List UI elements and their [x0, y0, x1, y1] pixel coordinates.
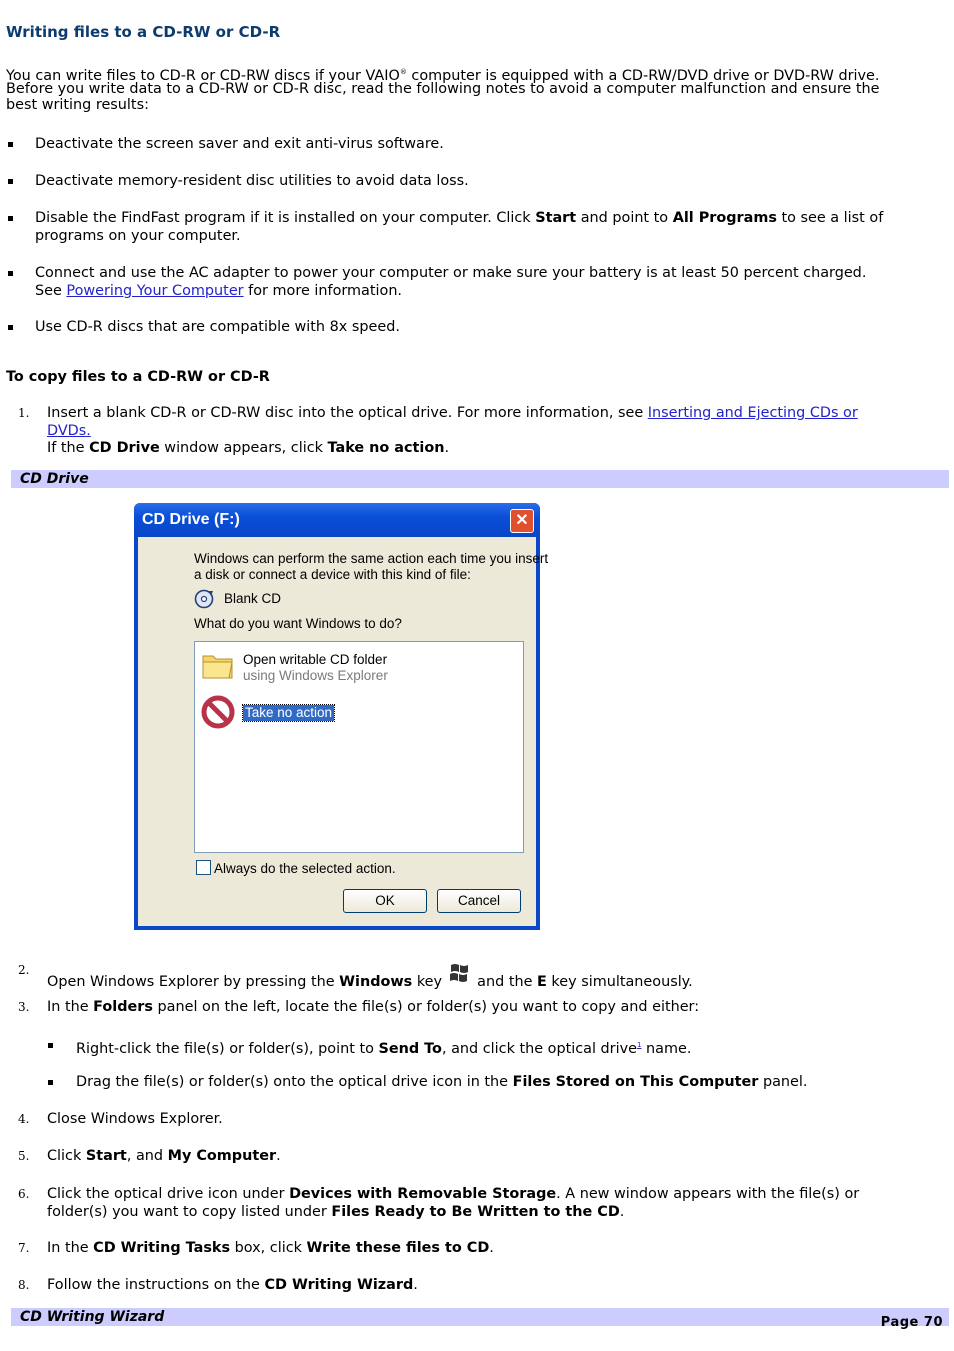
step-number: 3.	[18, 1000, 30, 1014]
note-3-cont: programs on your computer.	[35, 228, 241, 244]
step-1-link-cont	[47, 423, 91, 440]
always-do-label: Always do the selected action.	[214, 861, 396, 876]
step-3-option-1: Right-click the file(s) or folder(s), point to Send To, and click the optical drive$^1$ name.	[76, 1041, 692, 1057]
step-number: 6.	[18, 1187, 30, 1201]
page-number: Page 70	[880, 1315, 943, 1330]
dialog-question: What do you want Windows to do?	[194, 616, 402, 631]
step-3-option-2: Drag the file(s) or folder(s) onto the optical drive icon in the Files Stored on This Computer panel.	[76, 1074, 808, 1090]
step-6-cont: folder(s) you want to copy listed under Files Ready to Be Written to the CD.	[47, 1204, 625, 1220]
footnote-1-link[interactable]: 1	[636, 1041, 642, 1049]
step-7: In the CD Writing Tasks box, click Write these files to CD.	[47, 1240, 494, 1256]
step-6: Click the optical drive icon under Devices with Removable Storage. A new window appears with the file(s) or	[47, 1186, 860, 1202]
section-heading: To copy files to a CD-RW or CD-R	[6, 369, 270, 385]
blank-cd-icon	[194, 589, 216, 609]
inserting-ejecting-link[interactable]: Inserting and Ejecting CDs or	[647, 405, 858, 421]
figure-caption: CD Drive	[20, 471, 89, 487]
note-1: Deactivate the screen saver and exit anti-virus software.	[35, 136, 444, 152]
step-1-cont: If the CD Drive window appears, click Take no action.	[47, 440, 450, 456]
step-1: Insert a blank CD-R or CD-RW disc into the optical drive. For more information, see Inserting and Ejecting CDs or	[47, 405, 858, 421]
step-4: Close Windows Explorer.	[47, 1111, 223, 1127]
close-icon[interactable]: ✕	[510, 509, 534, 533]
note-4-cont: See Powering Your Computer for more information.	[35, 283, 403, 299]
dialog-prompt-1: Windows can perform the same action each time you insert	[194, 551, 549, 566]
step-3: In the Folders panel on the left, locate the file(s) or folder(s) you want to copy and either:	[47, 999, 700, 1015]
page-title: Writing files to a CD-RW or CD-R	[6, 23, 281, 41]
step-5: Click Start, and My Computer.	[47, 1148, 281, 1164]
note-4: Connect and use the AC adapter to power your computer or make sure your battery is at least 50 percent charged.	[35, 265, 867, 281]
media-type: Blank CD	[224, 591, 282, 606]
step-number: 8.	[18, 1278, 30, 1292]
ok-button[interactable]: OK	[343, 889, 427, 913]
step-number: 5.	[18, 1149, 30, 1163]
inserting-ejecting-link-cont[interactable]: DVDs.	[47, 423, 91, 439]
bullet-icon	[8, 179, 13, 184]
no-action-icon	[201, 695, 235, 729]
cd-drive-dialog	[134, 503, 549, 930]
bullet-icon	[8, 142, 13, 147]
powering-your-computer-link[interactable]: Powering Your Computer	[66, 283, 244, 299]
cancel-button[interactable]: Cancel	[437, 889, 521, 913]
step-2: Open Windows Explorer by pressing the Windows key and the E key simultaneously.	[47, 962, 693, 991]
action-listbox[interactable]	[194, 641, 524, 853]
dialog-titlebar	[134, 503, 540, 537]
folder-icon	[201, 650, 235, 680]
step-number: 2.	[18, 963, 30, 977]
figure-caption: CD Writing Wizard	[20, 1309, 165, 1325]
figure-caption-bar	[11, 470, 949, 488]
intro-line-3: best writing results:	[6, 97, 149, 113]
bullet-icon	[8, 271, 13, 276]
dialog-body	[138, 537, 549, 926]
dialog-title: CD Drive (F:)	[142, 511, 240, 528]
bullet-icon	[48, 1080, 53, 1085]
note-2: Deactivate memory-resident disc utilities to avoid data loss.	[35, 173, 469, 189]
dialog-prompt-2: a disk or connect a device with this kind of file:	[194, 567, 471, 582]
windows-key-icon	[449, 962, 471, 982]
intro-line-1: You can write files to CD-R or CD-RW discs if your VAIO® computer is equipped with a CD-RW/DVD drive or DVD-RW drive.	[6, 68, 880, 84]
always-do-checkbox[interactable]	[196, 860, 211, 875]
step-number: 1.	[18, 406, 30, 420]
step-number: 7.	[18, 1241, 30, 1255]
note-3: Disable the FindFast program if it is installed on your computer. Click Start and point to All Programs to see a list of	[35, 210, 884, 226]
bullet-icon	[8, 216, 13, 221]
step-number: 4.	[18, 1112, 30, 1126]
figure-caption-bar	[11, 1308, 949, 1326]
option-open-writable-subtitle: using Windows Explorer	[243, 668, 388, 683]
option-take-no-action[interactable]: Take no action	[245, 705, 333, 720]
intro-line-2: Before you write data to a CD-RW or CD-R disc, read the following notes to avoid a computer malfunction and ensure the	[6, 81, 880, 97]
option-open-writable-title[interactable]: Open writable CD folder	[243, 652, 388, 667]
bullet-icon	[48, 1043, 53, 1048]
note-5: Use CD-R discs that are compatible with 8x speed.	[35, 319, 400, 335]
step-8: Follow the instructions on the CD Writing Wizard.	[47, 1277, 418, 1293]
bullet-icon	[8, 325, 13, 330]
